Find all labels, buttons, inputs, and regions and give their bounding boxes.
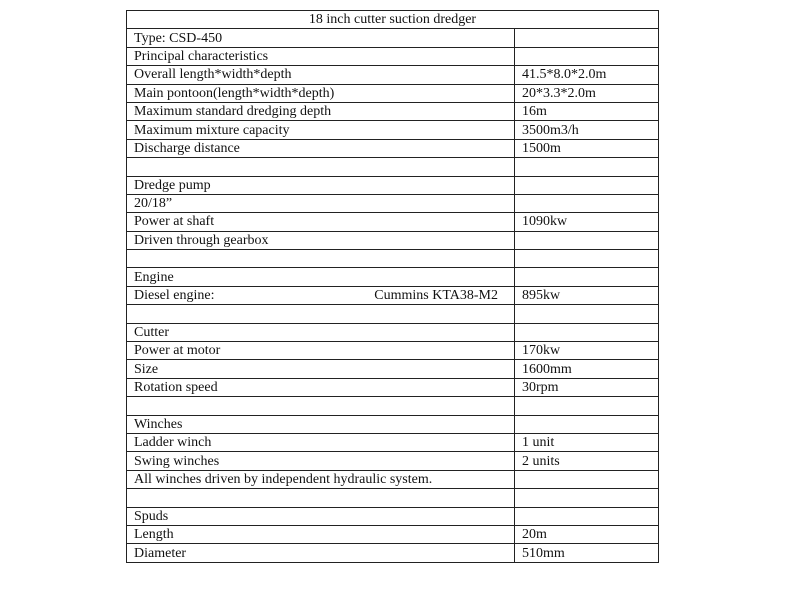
spec-value-cell <box>515 213 659 231</box>
spec-label-cell <box>127 452 515 470</box>
table-row <box>127 194 659 212</box>
table-row <box>127 286 659 304</box>
spec-label: Overall length*width*depth <box>134 67 292 83</box>
spec-label-cell <box>127 378 515 396</box>
table-row <box>127 29 659 47</box>
spec-value-cell <box>515 489 659 507</box>
spec-label-cell <box>127 213 515 231</box>
table-row <box>127 360 659 378</box>
spec-label-cell <box>127 489 515 507</box>
spec-value-cell <box>515 323 659 341</box>
table-row <box>127 544 659 562</box>
spec-value-cell <box>515 286 659 304</box>
table-row <box>127 305 659 323</box>
table-row <box>127 323 659 341</box>
spec-label: Winches <box>134 416 183 432</box>
spec-value: 1500m <box>522 140 561 156</box>
spec-label: Principal characteristics <box>134 48 269 64</box>
spec-label-cell <box>127 66 515 84</box>
table-row <box>127 507 659 525</box>
table-row <box>127 121 659 139</box>
table-row <box>127 452 659 470</box>
spec-value-cell <box>515 507 659 525</box>
table-row <box>127 525 659 543</box>
table-row <box>127 47 659 65</box>
spec-label: Engine <box>134 269 174 285</box>
spec-label-cell <box>127 433 515 451</box>
table-row <box>127 139 659 157</box>
spec-label-cell <box>127 342 515 360</box>
spec-value: 20m <box>522 527 547 543</box>
spec-value: 1600mm <box>522 361 572 377</box>
spec-label-cell <box>127 268 515 286</box>
spec-label-cell <box>127 121 515 139</box>
spec-label: Swing winches <box>134 453 220 469</box>
table-row <box>127 102 659 120</box>
spec-value-cell <box>515 268 659 286</box>
table-row <box>127 66 659 84</box>
spec-label-cell <box>127 231 515 249</box>
spec-label: Power at shaft <box>134 214 215 230</box>
spec-value: 1 unit <box>522 435 555 451</box>
spec-table <box>126 10 659 563</box>
spec-value-cell <box>515 194 659 212</box>
spec-value: 510mm <box>522 545 565 561</box>
spec-value-cell <box>515 525 659 543</box>
spec-label: Maximum standard dredging depth <box>134 104 332 120</box>
table-row <box>127 250 659 268</box>
spec-label-cell <box>127 84 515 102</box>
table-row <box>127 158 659 176</box>
table-row <box>127 268 659 286</box>
spec-value-cell <box>515 544 659 562</box>
title-row <box>127 11 659 29</box>
spec-label: Length <box>134 527 174 543</box>
spec-value: 20*3.3*2.0m <box>522 85 596 101</box>
spec-label-cell <box>127 176 515 194</box>
spec-value-cell <box>515 415 659 433</box>
spec-label: All winches driven by independent hydraulic system. <box>134 471 433 487</box>
table-row <box>127 213 659 231</box>
spec-value-cell <box>515 470 659 488</box>
spec-value-cell <box>515 176 659 194</box>
spec-value: 3500m3/h <box>522 122 579 138</box>
spec-label: Type: CSD-450 <box>134 30 223 46</box>
spec-value: 895kw <box>522 288 561 304</box>
table-row <box>127 470 659 488</box>
spec-value-cell <box>515 29 659 47</box>
spec-label: Cutter <box>134 324 169 340</box>
spec-label-cell <box>127 139 515 157</box>
spec-label-cell <box>127 286 515 304</box>
spec-value: 2 units <box>522 453 560 469</box>
spec-label: Ladder winch <box>134 435 212 451</box>
spec-label: Rotation speed <box>134 380 218 395</box>
spec-value-cell <box>515 47 659 65</box>
spec-label-cell <box>127 525 515 543</box>
spec-value: 16m <box>522 104 547 120</box>
spec-label-cell <box>127 47 515 65</box>
spec-value-cell <box>515 305 659 323</box>
spec-label: Maximum mixture capacity <box>134 122 290 138</box>
spec-value-cell <box>515 342 659 360</box>
spec-table-body <box>127 11 659 563</box>
spec-label: Size <box>134 361 159 377</box>
table-row <box>127 415 659 433</box>
spec-label-cell <box>127 544 515 562</box>
spec-label-cell <box>127 360 515 378</box>
spec-label-cell <box>127 102 515 120</box>
spec-label-split <box>134 287 514 304</box>
spec-label: Power at motor <box>134 343 221 359</box>
table-row <box>127 378 659 396</box>
table-row <box>127 397 659 415</box>
spec-value-cell <box>515 158 659 176</box>
spec-value-cell <box>515 66 659 84</box>
spec-label-cell <box>127 470 515 488</box>
spec-label: Spuds <box>134 508 169 524</box>
spec-label-cell <box>127 158 515 176</box>
table-row <box>127 489 659 507</box>
spec-label: Diesel engine: <box>134 288 215 304</box>
table-row <box>127 176 659 194</box>
table-row <box>127 231 659 249</box>
spec-value-cell <box>515 360 659 378</box>
spec-sublabel: Cummins KTA38-M2 <box>374 288 498 304</box>
spec-value-cell <box>515 121 659 139</box>
spec-value-cell <box>515 231 659 249</box>
table-row <box>127 433 659 451</box>
spec-label: Dredge pump <box>134 177 211 193</box>
spec-value-cell <box>515 250 659 268</box>
spec-label-cell <box>127 250 515 268</box>
spec-label-cell <box>127 305 515 323</box>
spec-value-cell <box>515 102 659 120</box>
spec-label-cell <box>127 415 515 433</box>
table-title: 18 inch cutter suction dredger <box>127 11 659 29</box>
spec-label: Main pontoon(length*width*depth) <box>134 85 335 101</box>
spec-value-cell <box>515 84 659 102</box>
spec-label-cell <box>127 397 515 415</box>
spec-value-cell <box>515 397 659 415</box>
spec-value: 1090kw <box>522 214 568 230</box>
spec-value: 30rpm <box>522 380 559 395</box>
spec-label: Diameter <box>134 545 187 561</box>
spec-value: 170kw <box>522 343 561 359</box>
spec-value-cell <box>515 452 659 470</box>
table-row <box>127 84 659 102</box>
spec-label-cell <box>127 323 515 341</box>
spec-value-cell <box>515 433 659 451</box>
spec-value-cell <box>515 378 659 396</box>
spec-value-cell <box>515 139 659 157</box>
spec-label: 20/18” <box>134 196 173 212</box>
spec-value: 41.5*8.0*2.0m <box>522 67 607 83</box>
spec-label: Driven through gearbox <box>134 232 269 248</box>
table-row <box>127 342 659 360</box>
spec-label-cell <box>127 29 515 47</box>
spec-label: Discharge distance <box>134 140 240 156</box>
spec-label-cell <box>127 507 515 525</box>
spec-label-cell <box>127 194 515 212</box>
